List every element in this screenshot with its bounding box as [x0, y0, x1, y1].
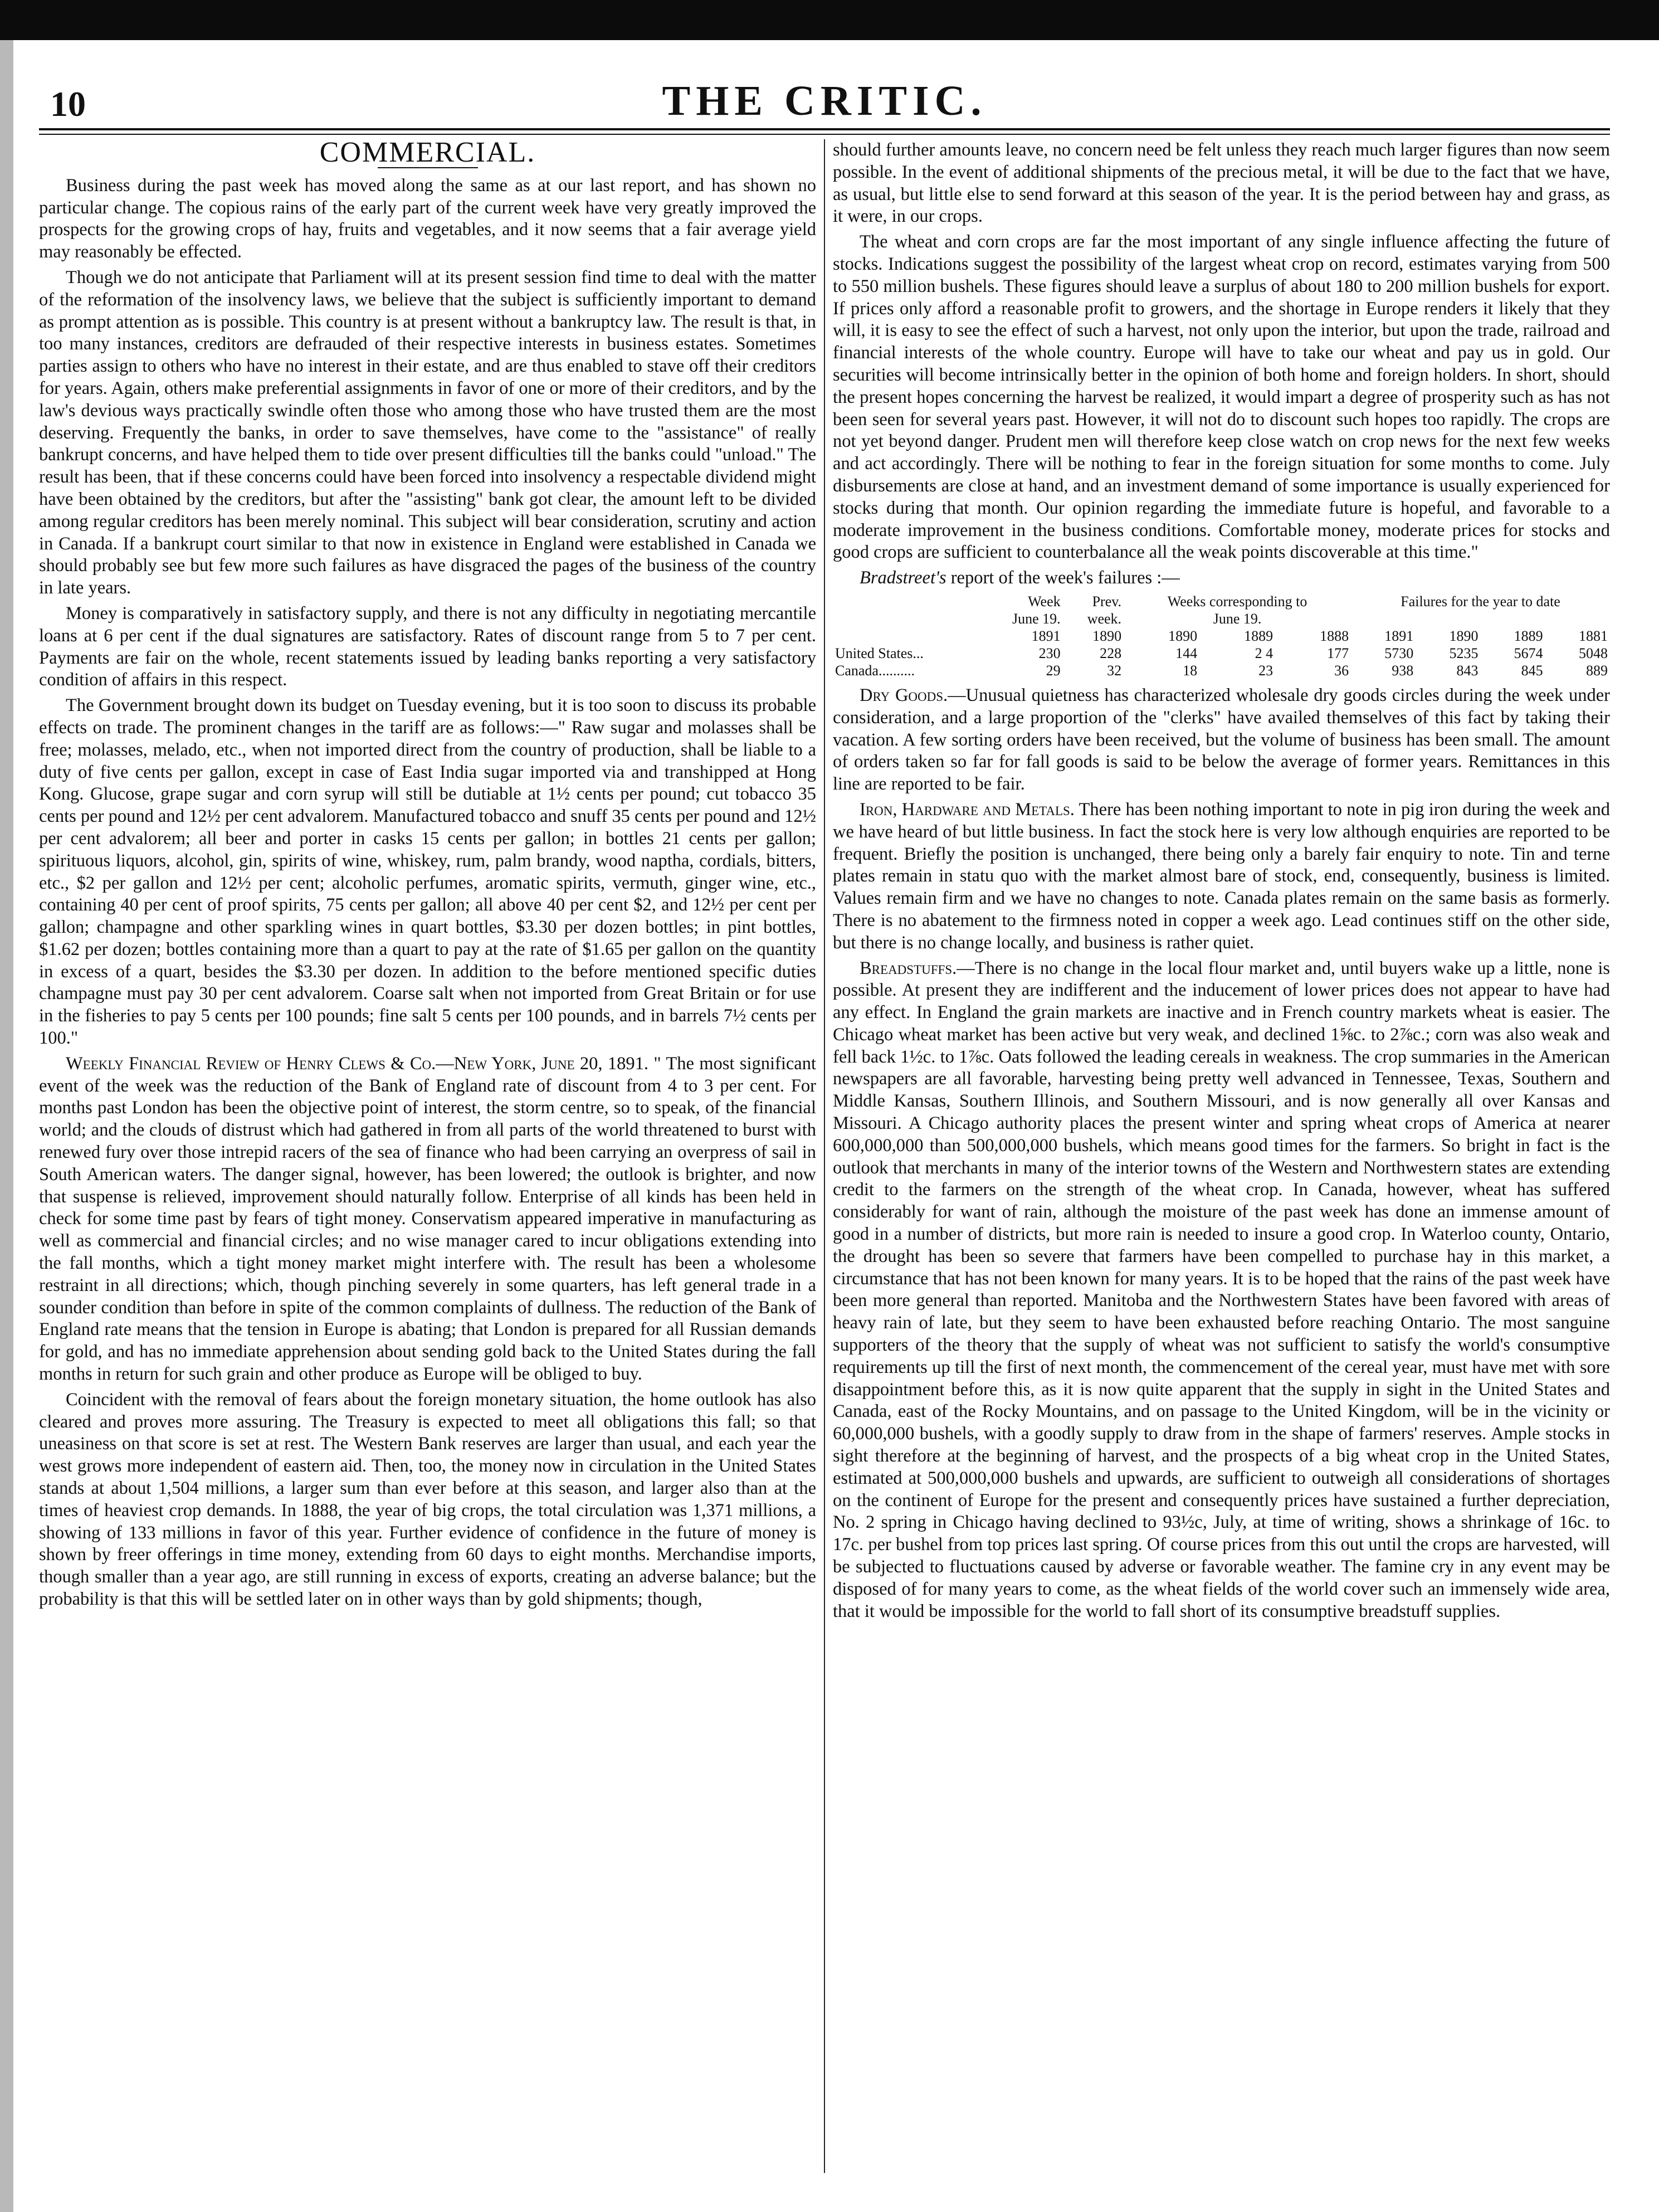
columns — [39, 139, 1610, 2190]
newspaper-page — [39, 72, 1610, 2190]
table-cell: 144 — [1175, 645, 1198, 661]
section-title: COMMERCIAL. — [319, 139, 536, 168]
table-cell: 5730 — [1384, 645, 1414, 661]
table-row — [833, 645, 1610, 662]
header-cell: June 19. — [1213, 610, 1262, 627]
right-column — [825, 139, 1610, 2173]
paragraph-breadstuffs — [833, 958, 1610, 1623]
paragraph: should further amounts leave, no concern need be felt unless they reach much larger figures than now seem possible. In the event of additional shipments of the precious metal, it will be due to the fact that we have, as usual, but little else to send forward at this season of the year. It is the period between hay and grass, as it were, in our crops. — [833, 140, 1610, 227]
table-cell: 938 — [1392, 662, 1414, 679]
table-cell: 177 — [1327, 645, 1349, 661]
year-cell — [833, 627, 979, 645]
header-cell: Failures for the year to date — [1401, 593, 1560, 610]
breadstuffs-text: —There is no change in the local flour market and, until buyers wake up a little, none is possible. At present they are indifferent and the inducement of lower prices does not appear to have had any effect. In England the grain markets are inactive and in French country markets wheat is easier. The Chicago wheat market has been active but very weak, and declined 1⅝c. to 2⅞c.; corn was also weak and fell back 1½c. to 1⅞c. Oats followed the leading cereals in weakness. The crop summaries in the American newspapers are all favorable, harvesting being pretty well advanced in Tennessee, Texas, Southern and Middle Kansas, Southern Illinois, and Southern Missouri, and is now generally all over Kansas and Missouri. A Chicago authority places the present winter and spring wheat crops of America at nearer 600,000,000 than 500,000,000 bushels, which means good times for the farmers. So bright in fact is the outlook that merchants in many of the interior towns of the Western and Northwestern states are extending credit to the farmers on the strength of the wheat crop. In Canada, however, wheat has suffered considerably for want of rain, although the moisture of the past week has done an immense amount of good in a number of districts, but more rain is needed to insure a good crop. In Waterloo county, Ontario, the drought has been so severe that farmers have been compelled to purchase hay in this market, a circumstance that has not been known for many years. It is to be hoped that the rains of the past week have been more general than reported. Manitoba and the Northwestern States have been favored with areas of heavy rain of late, but they seem to have been exhausted before reaching Ontario. The most sanguine supporters of the theory that the supply of wheat was not sufficient to satisfy the world's consumptive requirements up till the first of next month, the commencement of the cereal year, must have met with sore disappointment before this, as it is now quite apparent that the supply in sight in the United States and Canada, east of the Rocky Mountains, and on passage to the United Kingdom, will be in the vicinity or 60,000,000 bushels, with a goodly supply to draw from in the shape of farmers' reserves. Ample stocks in sight therefore at the beginning of harvest, and the prospects of a big wheat crop in the United States, estimated at 500,000,000 bushels and upwards, are sufficient to outweigh all considerations of shortages on the continent of Europe for the present and consequently prices have sustained a further depreciation, No. 2 spring in Chicago having declined to 93½c, July, at time of writing, shows a shrinkage of 16c. to 17c. per bushel from top prices last spring. Of course prices from this out until the crops are harvested, will be subjected to fluctuations caused by adverse or favorable weather. The famine cry in any event may be disposed of for many years to come, as the wheat fields of the world cover such an immensely wide area, that it would be impossible for the world to fall short of its consumptive breadstuff supplies. — [833, 958, 1610, 1621]
header-cell: Weeks corresponding to — [1167, 593, 1307, 610]
year-cell: 1890 — [1168, 627, 1198, 644]
table-cell: 843 — [1456, 662, 1479, 679]
bradstreet-text: report of the week's failures :— — [946, 568, 1180, 588]
year-cell: 1891 — [1384, 627, 1414, 644]
header-cell — [833, 610, 979, 627]
table-cell: 29 — [1046, 662, 1061, 679]
paragraph: Business during the past week has moved along the same as at our last report, and has shown no particular change. The copious rains of the early part of the current week have very greatly improved the prospects for the growing crops of hay, fruits and vegetables, and it now seems that a fair average yield may reasonably be effected. — [39, 175, 816, 262]
table-cell: 32 — [1107, 662, 1122, 679]
failures-table — [833, 593, 1610, 679]
header-cell: Prev. — [1092, 593, 1122, 610]
header-cell — [1351, 610, 1610, 627]
year-cell: 1888 — [1320, 627, 1349, 644]
left-column — [39, 139, 824, 2173]
header-cell: Week — [1028, 593, 1061, 610]
row-label: United States... — [835, 645, 924, 661]
year-cell: 1889 — [1244, 627, 1273, 644]
table-cell: 889 — [1586, 662, 1608, 679]
table-cell: 5235 — [1449, 645, 1479, 661]
masthead: THE CRITIC. — [662, 77, 987, 124]
header-cell: June 19. — [1012, 610, 1061, 627]
table-cell: 36 — [1334, 662, 1349, 679]
table-header-row — [833, 610, 1610, 627]
year-cell: 1889 — [1514, 627, 1543, 644]
iron-text: There has been nothing important to note in pig iron during the week and we have heard of but little business. In fact the stock here is very low although enquiries are reported to be frequent. Briefly the position is unchanged, there being only a barely fair enquiry to note. Tin and terne plates remain in statu quo with the market almost bare of stock, end, consequently, business is limited. Values remain firm and we have no changes to note. Canada plates remain on the same basis as formerly. There is no abatement to the firmness noted in copper a week ago. Lead continues stiff on the other side, but there is no change locally, and business is rather quiet. — [833, 799, 1610, 953]
dry-goods-lead: Dry Goods. — [860, 685, 948, 705]
page-header — [39, 72, 1610, 124]
header-cell — [833, 593, 979, 610]
scan-left-edge — [0, 40, 13, 2212]
table-cell: 5048 — [1579, 645, 1608, 661]
paragraph: The wheat and corn crops are far the most important of any single influence affecting the future of stocks. Indications suggest the possibility of the largest wheat crop on record, estimates varying from 500 to 550 million bushels. These figures should leave a surplus of about 180 to 200 million bushels for export. If prices only afford a reasonable profit to growers, and the shortage in Europe renders it likely that they will, it is easy to see the effect of such a harvest, not only upon the interior, but upon the trade, railroad and financial interests of the whole country. Europe will have to take our wheat and pay us in gold. Our securities will become intrinsically better in the opinion of both home and foreign holders. In short, should the present hopes concerning the harvest be realized, it would impart a degree of prosperity such as has not been seen for several years past. However, it will not do to discount such hopes too rapidly. The crops are not yet beyond danger. Prudent men will therefore keep close watch on crop news for the next few weeks and act accordingly. There will be nothing to fear in the foreign situation for some months to come. July disbursements are close at hand, and an investment demand of some importance is usually experienced for stocks during that month. Our opinion regarding the immediate future is hopeful, and favorable to a moderate improvement in the business conditions. Comfortable money, moderate prices for stocks and good crops are sufficient to counterbalance all the weak points discoverable at this time." — [833, 232, 1610, 563]
scan-top-border — [0, 0, 1659, 40]
paragraph-dry-goods — [833, 685, 1610, 796]
page-number: 10 — [50, 84, 86, 124]
table-cell: 5674 — [1514, 645, 1543, 661]
year-cell: 1891 — [1031, 627, 1061, 644]
paragraph: Money is comparatively in satisfactory supply, and there is not any difficulty in negotiating mercantile loans at 6 per cent if the dual signatures are satisfactory. Rates of discount range from 5 to 7 per cent. Payments are fair on the whole, recent statements issued by leading banks reporting a very satisfactory condition of affairs in this respect. — [39, 603, 816, 690]
paragraph-iron — [833, 799, 1610, 954]
clews-text: " The most significant event of the week was the reduction of the Bank of England rate of discount from 4 to 3 per cent. For months past London has been the objective point of interest, the storm centre, so to speak, of the financial world; and the clouds of distrust which had gathered in from all parts of the world threatened to burst with renewed fury over those intrepid racers of the sea of finance who had been carrying an overpress of sail in South American waters. The danger signal, however, has been lowered; the outlook is brighter, and now that suspense is relieved, improvement should naturally follow. Enterprise of all kinds has been held in check for some time past by fears of tight money. Conservatism appeared imperative in manufacturing as well as commercial and financial circles; and no wise manager cared to incur obligations extending into the fall months, which a tight money market might interfere with. The result has been a wholesome restraint in all directions; which, though pinching severely in some quarters, has left general trade in a sounder condition than before in spite of the common complaints of dullness. The reduction of the Bank of England rate means that the tension in Europe is abating; that London is prepared for all Russian demands for gold, and has no immediate apprehension about sending gold back to the United States during the fall months in return for such grain and other produce as Europe will be obliged to buy. — [39, 1053, 816, 1385]
paragraph-clews — [39, 1053, 816, 1386]
table-year-row — [833, 627, 1610, 645]
paragraph: Though we do not anticipate that Parliament will at its present session find time to deal with the matter of the reformation of the insolvency laws, we believe that the subject is sufficiently important to demand as prompt attention as is possible. This country is at present without a bankruptcy law. The result is that, in too many instances, creditors are defrauded of their respective interests in business estates. Sometimes parties assign to others who have no interest in their estate, and are thus enabled to stave off their creditors for years. Again, others make preferential assignments in favor of one or more of their creditors, and by the law's devious ways practically swindle often those who among those who have trusted them are the most deserving. Frequently the banks, in order to save themselves, have come to the "assistance" of really bankrupt concerns, and have helped them to tide over present difficulties till the banks could "unload." The result has been, that if these concerns could have been forced into insolvency a respectable dividend might have been obtained by the creditors, but after the "assisting" bank got clear, the amount left to be divided among regular creditors has been merely nominal. This subject will bear consideration, scrutiny and action in Canada. If a bankrupt court similar to that now in existence in England were established in Canada we should probably see but few more such failures as have disgraced the pages of the business of the country in late years. — [39, 267, 816, 598]
table-row — [833, 662, 1610, 679]
table-cell: 228 — [1100, 645, 1122, 661]
table-cell: 230 — [1038, 645, 1061, 661]
dry-goods-text: —Unusual quietness has characterized wholesale dry goods circles during the week under consideration, and a large proportion of the "clerks" have availed themselves of this fact by taking their vacation. A few sorting orders have been received, but the volume of business has been small. The amount of orders taken so far for fall goods is said to be below the average of former years. Remittances in this line are reported to be fair. — [833, 685, 1610, 795]
header-cell: week. — [1087, 610, 1122, 627]
breadstuffs-lead: Breadstuffs. — [860, 958, 957, 978]
table-cell: 2 4 — [1255, 645, 1273, 661]
paragraph: Coincident with the removal of fears about the foreign monetary situation, the home outlook has also cleared and proves more assuring. The Treasury is expected to meet all obligations this fall; so that uneasiness on that score is set at rest. The Western Bank reserves are larger than usual, and each year the west grows more independent of eastern aid. Then, too, the money now in circulation in the United States stands at about 1,504 millions, a larger sum than ever before at this season, and larger also than at the times of heaviest crop demands. In 1888, the year of big crops, the total circulation was 1,371 millions, a showing of 133 millions in favor of this year. Further evidence of confidence in the future of money is shown by freer offerings in time money, extending from 60 days to eight months. Merchandise imports, though smaller than a year ago, are still running in excess of exports, creating an adverse balance; but the probability is that this will be settled later on in other ways than by gold shipments; though, — [39, 1389, 816, 1609]
table-cell: 18 — [1183, 662, 1198, 679]
year-cell: 1881 — [1579, 627, 1608, 644]
row-label: Canada.......... — [835, 662, 915, 679]
paragraph-bradstreet — [833, 567, 1610, 589]
table-cell: 845 — [1521, 662, 1543, 679]
year-cell: 1890 — [1092, 627, 1122, 644]
table-cell: 23 — [1258, 662, 1273, 679]
header-rule — [39, 128, 1610, 135]
iron-lead: Iron, Hardware and Metals. — [860, 799, 1075, 820]
clews-lead: Weekly Financial Review of Henry Clews & Co.—New York, June 20, 1891. — [66, 1053, 649, 1074]
table-header-row — [833, 593, 1610, 610]
bradstreet-lead: Bradstreet's — [860, 568, 946, 588]
paragraph: The Government brought down its budget on Tuesday evening, but it is too soon to discuss its probable effects on trade. The prominent changes in the tariff are as follows:—" Raw sugar and molasses shall be free; molasses, melado, etc., when not imported direct from the country of production, shall be liable to a duty of five cents per gallon, except in case of East India sugar imported via and transhipped at Hong Kong. Glucose, grape sugar and corn syrup will still be dutiable at 1½ cents per pound; cut tobacco 35 cents per pound and 12½ per cent advalorem. Manufactured tobacco and snuff 35 cents per pound and 12½ per cent advalorem; all beer and porter in casks 15 cents per gallon; in bottles 21 cents per gallon; spirituous liquors, alcohol, gin, spirits of wine, whiskey, rum, palm brandy, wood naptha, cordials, bitters, etc., $2 per gallon and 12½ per cent; alcoholic perfumes, aromatic spirits, vermuth, ginger wine, etc., containing 40 per cent of proof spirits, 75 cents per gallon; all above 40 per cent $2, and 12½ per cent per gallon; champagne and other sparkling wines in quart bottles, $3.30 per dozen bottles; in pint bottles, $1.62 per dozen; bottles containing more than a quart to pay at the rate of $1.65 per gallon on the quantity in excess of a quart, besides the $3.30 per dozen. In addition to the before mentioned specific duties champagne must pay 30 per cent advalorem. Coarse salt when not imported from Great Britain or for use in the fisheries to pay 5 cents per 100 pounds; fine salt 5 cents per 100 pounds, and in barrels 7½ cents per 100." — [39, 695, 816, 1049]
year-cell: 1890 — [1449, 627, 1479, 644]
